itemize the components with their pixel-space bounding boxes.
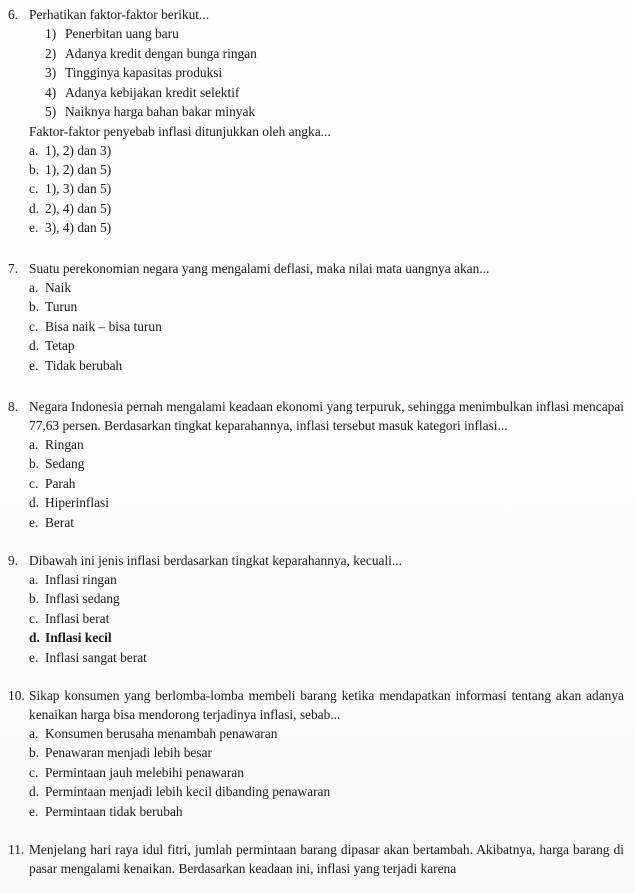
option-text: Naik	[45, 280, 72, 295]
answer-option	[8, 513, 624, 532]
item-text: Tingginya kapasitas produksi	[65, 65, 223, 80]
question-stem	[8, 551, 624, 570]
option-text: 1), 2) dan 5)	[45, 161, 112, 177]
question-number: 11.	[8, 842, 25, 857]
answer-option	[8, 628, 624, 647]
question-7	[8, 259, 624, 375]
item-text: Naiknya harga bahan bakar minyak	[65, 104, 256, 119]
option-text: Sedang	[45, 456, 85, 472]
question-number: 6.	[8, 7, 19, 22]
question-number: 8.	[8, 399, 19, 414]
option-letter: d.	[29, 495, 40, 511]
option-letter: a.	[29, 280, 39, 295]
option-letter: e.	[29, 649, 39, 665]
item-number: 5)	[45, 104, 57, 119]
option-letter: c.	[29, 610, 39, 626]
answer-option	[8, 160, 624, 179]
option-letter: d.	[29, 200, 40, 216]
question-11	[8, 840, 624, 878]
answer-option	[8, 199, 624, 218]
option-letter: c.	[29, 181, 39, 197]
question-stem	[8, 259, 624, 278]
answer-option	[8, 454, 624, 473]
option-text: Inflasi berat	[45, 610, 110, 626]
option-text: Inflasi sangat berat	[45, 649, 147, 665]
question-number: 7.	[8, 261, 19, 276]
question-text: Negara Indonesia pernah mengalami keadaan ekonomi yang terpuruk, sehingga menimbulkan inflasi mencapai 77,63 persen. Berdasarkan tingkat keparahannya, inflasi tersebut masuk kategori inflasi...	[29, 399, 624, 433]
answer-options	[8, 570, 624, 667]
list-item	[8, 24, 624, 44]
factor-list	[8, 24, 624, 122]
question-stem	[8, 686, 624, 724]
option-text: Penawaran menjadi lebih besar	[45, 745, 212, 761]
question-text: Perhatikan faktor-faktor berikut...	[29, 7, 210, 22]
answer-options	[8, 278, 624, 375]
question-stem	[8, 5, 624, 24]
option-text: Bisa naik – bisa turun	[45, 318, 162, 334]
answer-option	[8, 297, 624, 316]
list-item	[8, 83, 624, 103]
option-letter: e.	[29, 803, 39, 819]
answer-option	[8, 493, 624, 512]
item-number: 2)	[45, 45, 57, 61]
option-text: Berat	[45, 514, 74, 530]
option-text: Hiperinflasi	[45, 495, 109, 511]
list-item	[8, 63, 624, 83]
answer-option	[8, 474, 624, 493]
answer-option	[8, 589, 624, 608]
answer-options	[8, 435, 624, 532]
option-letter: b.	[29, 161, 40, 177]
option-text: Permintaan menjadi lebih kecil dibanding penawaran	[45, 784, 331, 800]
option-text: Permintaan tidak berubah	[45, 803, 183, 819]
answer-option	[8, 141, 624, 160]
answer-option	[8, 317, 624, 336]
option-letter: a.	[29, 142, 39, 158]
option-text: Tidak berubah	[45, 357, 123, 373]
option-text: Permintaan jauh melebihi penawaran	[45, 764, 244, 780]
option-letter: a.	[29, 437, 39, 452]
option-letter: c.	[29, 318, 39, 334]
question-6	[8, 5, 624, 238]
option-text: Parah	[45, 475, 76, 491]
item-number: 4)	[45, 84, 57, 100]
question-text: Sikap konsumen yang berlomba-lomba membeli barang ketika mendapatkan informasi tentang akan adanya kenaikan harga bisa mendorong terjadinya inflasi, sebab...	[29, 688, 624, 722]
question-10	[8, 686, 624, 821]
option-text: 2), 4) dan 5)	[45, 200, 112, 216]
question-prompt: Faktor-faktor penyebab inflasi ditunjukkan oleh angka...	[29, 123, 331, 139]
answer-option	[8, 356, 624, 375]
question-stem	[8, 397, 624, 435]
question-text: Dibawah ini jenis inflasi berdasarkan tingkat keparahannya, kecuali...	[29, 553, 402, 568]
question-number: 9.	[8, 553, 19, 568]
answer-option	[8, 570, 624, 589]
option-text: Ringan	[45, 437, 84, 452]
option-letter: b.	[29, 591, 40, 607]
answer-option	[8, 435, 624, 454]
option-letter: c.	[29, 475, 39, 491]
option-text: Tetap	[45, 338, 75, 354]
option-letter: e.	[29, 514, 39, 530]
option-text: Turun	[45, 299, 78, 315]
item-text: Penerbitan uang baru	[65, 26, 179, 41]
question-9	[8, 551, 624, 667]
option-text: Konsumen berusaha menambah penawaran	[45, 726, 278, 741]
question-text: Menjelang hari raya idul fitri, jumlah permintaan barang dipasar akan bertambah. Akibatnya, harga barang di pasar mengalami kenaikan. Berdasarkan keadaan ini, inflasi yang terjadi karena	[29, 842, 624, 876]
answer-options	[8, 724, 624, 821]
option-text: 1), 3) dan 5)	[45, 181, 112, 197]
option-letter: d.	[29, 338, 40, 354]
option-letter: a.	[29, 726, 39, 741]
answer-option	[8, 179, 624, 198]
answer-option	[8, 336, 624, 355]
option-letter: b.	[29, 745, 40, 761]
item-text: Adanya kebijakan kredit selektif	[65, 84, 240, 100]
item-text: Adanya kredit dengan bunga ringan	[65, 45, 257, 61]
list-item	[8, 102, 624, 122]
answer-option	[8, 648, 624, 667]
answer-option	[8, 278, 624, 297]
answer-option	[8, 218, 624, 237]
answer-option	[8, 802, 624, 821]
answer-option	[8, 609, 624, 628]
list-item	[8, 44, 624, 64]
option-letter: e.	[29, 220, 39, 236]
answer-options	[8, 141, 624, 238]
option-text: Inflasi ringan	[45, 572, 117, 587]
option-text: Inflasi kecil	[45, 630, 112, 646]
option-letter: d.	[29, 784, 40, 800]
question-8	[8, 397, 624, 532]
option-letter: b.	[29, 299, 40, 315]
answer-option	[8, 782, 624, 801]
option-letter: d.	[29, 630, 40, 646]
option-letter: c.	[29, 764, 39, 780]
option-text: 3), 4) dan 5)	[45, 220, 112, 236]
answer-option	[8, 724, 624, 743]
option-text: 1), 2) dan 3)	[45, 142, 112, 158]
option-letter: b.	[29, 456, 40, 472]
item-number: 1)	[45, 26, 57, 41]
question-stem	[8, 840, 624, 878]
option-letter: a.	[29, 572, 39, 587]
item-number: 3)	[45, 65, 57, 80]
option-letter: e.	[29, 357, 39, 373]
answer-option	[8, 763, 624, 782]
question-text: Suatu perekonomian negara yang mengalami deflasi, maka nilai mata uangnya akan...	[29, 261, 490, 276]
option-text: Inflasi sedang	[45, 591, 120, 607]
question-number: 10.	[8, 688, 25, 703]
answer-option	[8, 743, 624, 762]
